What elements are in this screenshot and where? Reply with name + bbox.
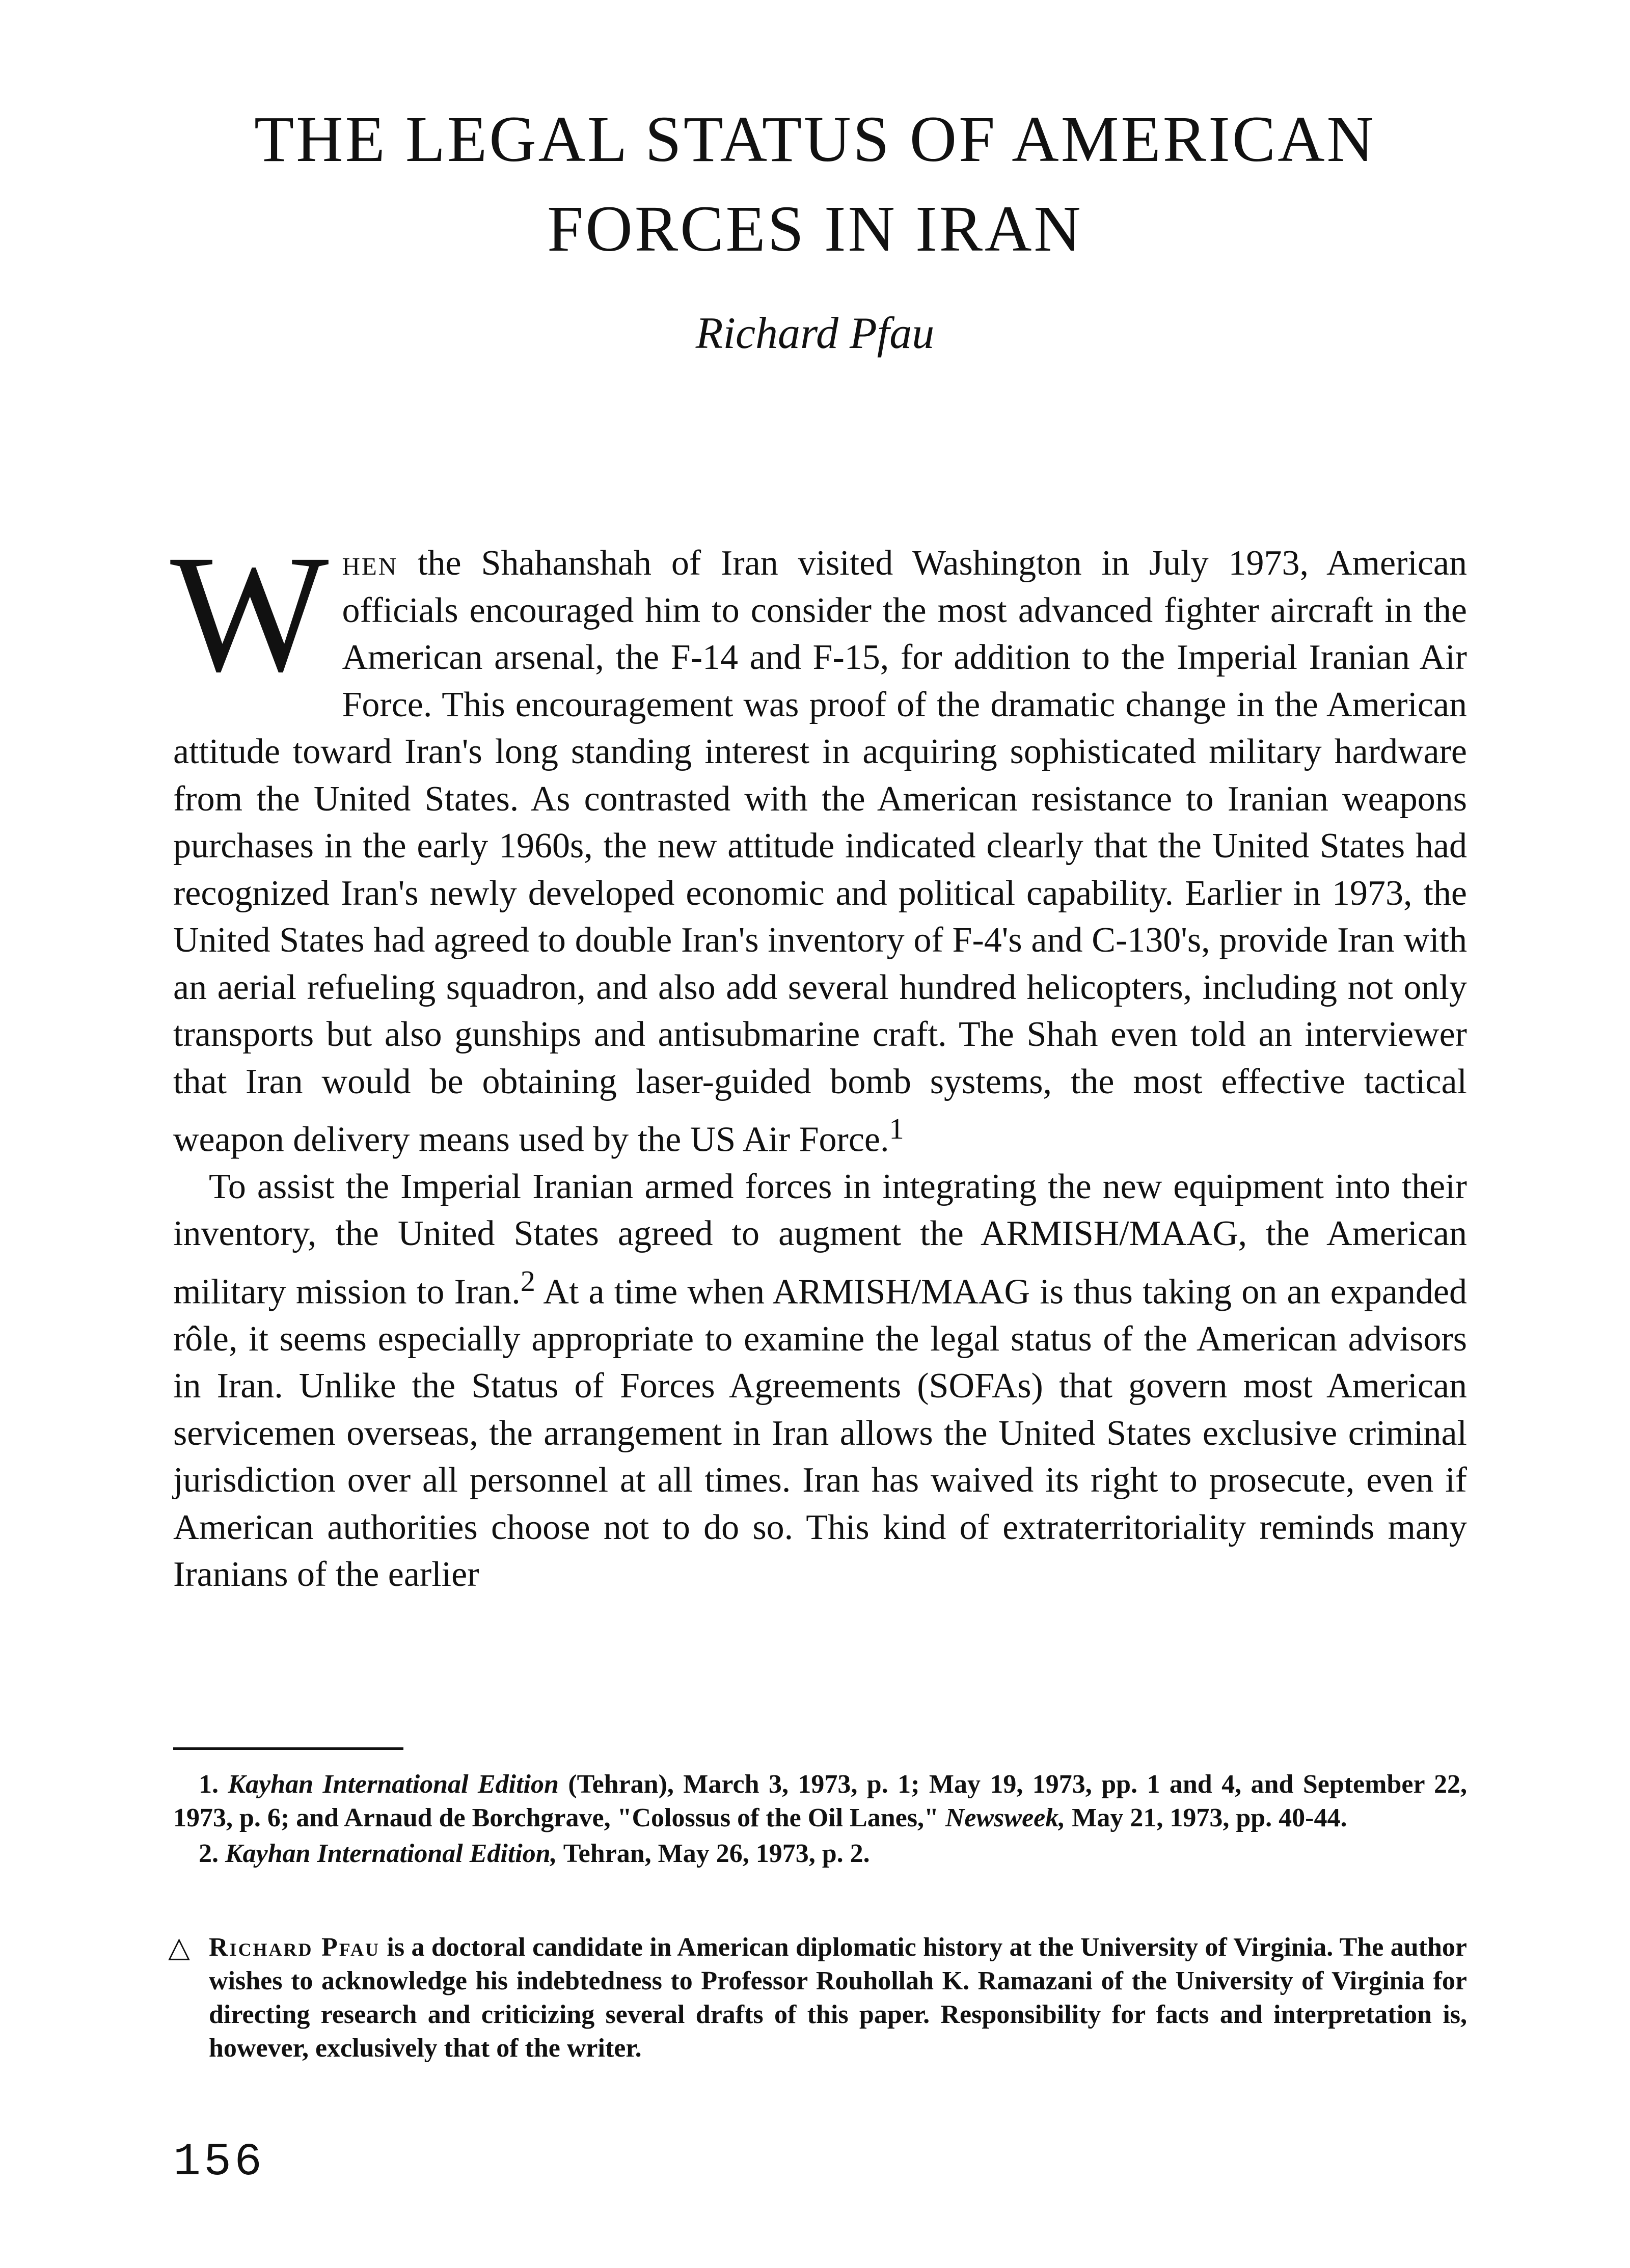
footnote-ref-2: 2 bbox=[520, 1264, 535, 1298]
paragraph-2-text-a: To assist the Imperial Iranian armed forces in integrating the new equipment into their inventory, the United States agreed to augment the ARMISH/MAAG, the American military mission to Iran. bbox=[173, 1167, 1467, 1312]
bio-author-name: Richard Pfau bbox=[209, 1933, 381, 1962]
article-title bbox=[0, 94, 1630, 274]
triangle-marker-icon: △ bbox=[168, 1932, 191, 1963]
article-title-line-1: THE LEGAL STATUS OF AMERICAN bbox=[254, 103, 1376, 175]
footnote-ref-1: 1 bbox=[889, 1112, 904, 1145]
body-paragraph-2 bbox=[173, 1164, 1467, 1599]
footnote-1-text-a: (Tehran), March 3, 1973, p. 1; May 19, 1973, pp. 1 and 4, and September 22, 1973, p. 6; and Arnaud de Borchgrave, "Colossus of the Oil Lanes," bbox=[173, 1770, 1468, 1832]
footnote-divider bbox=[173, 1747, 403, 1750]
paragraph-1-text: the Shahanshah of Iran visited Washington in July 1973, American officials encouraged him to consider the most advanced fighter aircraft in the American arsenal, the F-14 and F-15, for addition to the Imperial Iranian Air Force. This encouragement was proof of the dramatic change in the American attitude toward Iran's long standing interest in acquiring sophisticated military hardware from the United States. As contrasted with the American resistance to Iranian weapons purchases in the early 1960s, the new attitude indicated clearly that the United States had recognized Iran's newly developed economic and political capability. Earlier in 1973, the United States had agreed to double Iran's inventory of F-4's and C-130's, provide Iran with an aerial refueling squadron, and also add several hundred helicopters, including not only transports but also gunships and antisubmarine craft. The Shah even told an interviewer that Iran would be obtaining laser-guided bomb systems, the most effective tactical weapon delivery means used by the US Air Force. bbox=[173, 544, 1467, 1159]
paragraph-2-text-b: At a time when ARMISH/MAAG is thus taking on an expanded rôle, it seems especially appropriate to examine the legal status of the American advisors in Iran. Unlike the Status of Forces Agreements (SOFAs) that govern most American servicemen overseas, the arrangement in Iran allows the United States exclusive criminal jurisdiction over all personnel at all times. Iran has waived its right to prosecute, even if American authorities choose not to do so. This kind of extraterritoriality reminds many Iranians of the earlier bbox=[173, 1272, 1468, 1595]
footnote-1-magazine: Newsweek, bbox=[945, 1803, 1066, 1832]
footnote-2-number: 2. bbox=[199, 1839, 219, 1868]
footnote-1 bbox=[173, 1768, 1467, 1835]
footnote-2-publication: Kayhan International Edition, bbox=[225, 1839, 557, 1868]
footnote-2-text: Tehran, May 26, 1973, p. 2. bbox=[557, 1839, 870, 1868]
article-title-line-2: FORCES IN IRAN bbox=[547, 193, 1083, 265]
footnote-1-publication: Kayhan International Edition bbox=[228, 1770, 559, 1799]
footnote-1-number: 1. bbox=[199, 1770, 219, 1799]
footnotes bbox=[173, 1768, 1467, 1873]
drop-cap: W bbox=[170, 521, 329, 707]
body-paragraph-1 bbox=[170, 521, 1467, 1164]
bio-text: is a doctoral candidate in American diplomatic history at the University of Virginia. The author wishes to acknowledge his indebtedness to Professor Rouhollah K. Ramazani of the University of Virginia for directing research and criticizing several drafts of this paper. Responsibility for facts and interpretation is, however, exclusively that of the writer. bbox=[209, 1933, 1467, 2063]
article-author: Richard Pfau bbox=[695, 309, 935, 358]
page-number: 156 bbox=[173, 2137, 265, 2189]
article-body bbox=[170, 521, 1468, 1599]
first-word-smallcaps: hen bbox=[342, 544, 398, 583]
footnote-1-text-b: May 21, 1973, pp. 40-44. bbox=[1065, 1803, 1347, 1832]
author-bio-note bbox=[168, 1931, 1467, 2065]
footnote-2 bbox=[173, 1837, 1467, 1871]
